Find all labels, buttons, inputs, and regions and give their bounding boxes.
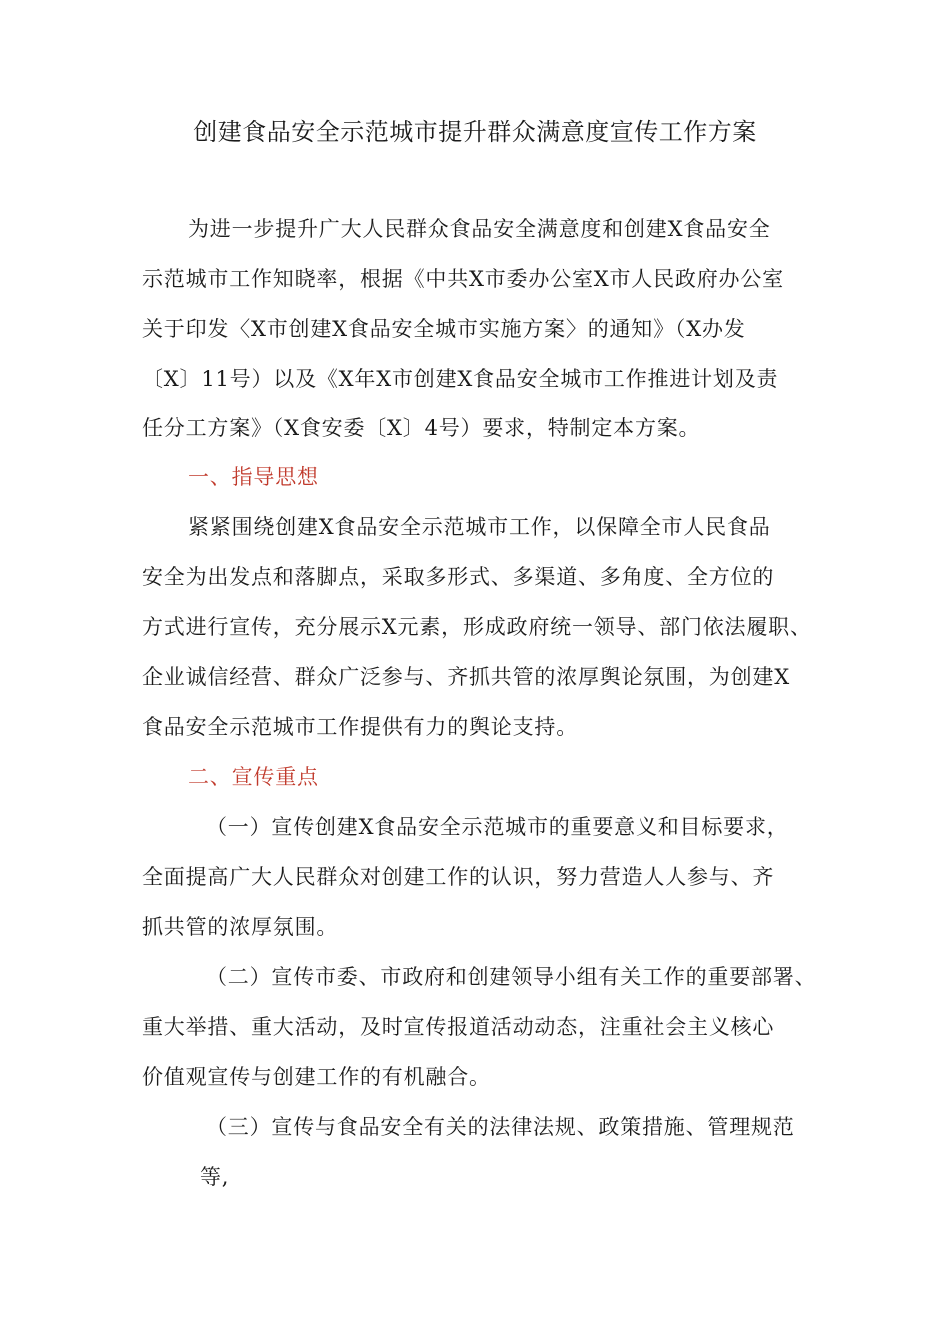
paragraph-line: 紧紧围绕创建X食品安全示范城市工作，以保障全市人民食品: [188, 515, 771, 539]
paragraph-line: 全面提高广大人民群众对创建工作的认识，努力营造人人参与、齐: [142, 865, 775, 889]
paragraph-line: 抓共管的浓厚氛围。: [142, 915, 339, 939]
paragraph-line: 食品安全示范城市工作提供有力的舆论支持。: [142, 715, 578, 739]
paragraph-line: 等,: [200, 1165, 230, 1189]
paragraph-line: 任分工方案》（X食安委〔X〕4号）要求，特制定本方案。: [142, 416, 701, 440]
section-heading: 一、指导思想: [188, 465, 319, 489]
paragraph-line: 企业诚信经营、群众广泛参与、齐抓共管的浓厚舆论氛围，为创建X: [142, 665, 790, 689]
paragraph-line: 安全为出发点和落脚点，采取多形式、多渠道、多角度、全方位的: [142, 565, 775, 589]
paragraph-line: （二）宣传市委、市政府和创建领导小组有关工作的重要部署、: [206, 965, 817, 989]
document-title: 创建食品安全示范城市提升群众满意度宣传工作方案: [193, 118, 757, 146]
paragraph-line: 〔X〕11号）以及《X年X市创建X食品安全城市工作推进计划及责: [142, 367, 779, 391]
paragraph-line: （一）宣传创建X食品安全示范城市的重要意义和目标要求，: [206, 815, 789, 839]
paragraph-line: （三）宣传与食品安全有关的法律法规、政策措施、管理规范: [206, 1115, 795, 1139]
paragraph-line: 重大举措、重大活动，及时宣传报道活动动态，注重社会主义核心: [142, 1015, 775, 1039]
paragraph-line: 关于印发〈X市创建X食品安全城市实施方案〉的通知》（X办发: [142, 317, 746, 341]
section-heading: 二、宣传重点: [188, 765, 319, 789]
paragraph-line: 价值观宣传与创建工作的有机融合。: [142, 1065, 491, 1089]
paragraph-line: 示范城市工作知晓率，根据《中共X市委办公室X市人民政府办公室: [142, 267, 784, 291]
paragraph-line: 方式进行宣传，充分展示X元素，形成政府统一领导、部门依法履职、: [142, 615, 812, 639]
paragraph-line: 为进一步提升广大人民群众食品安全满意度和创建X食品安全: [188, 217, 771, 241]
